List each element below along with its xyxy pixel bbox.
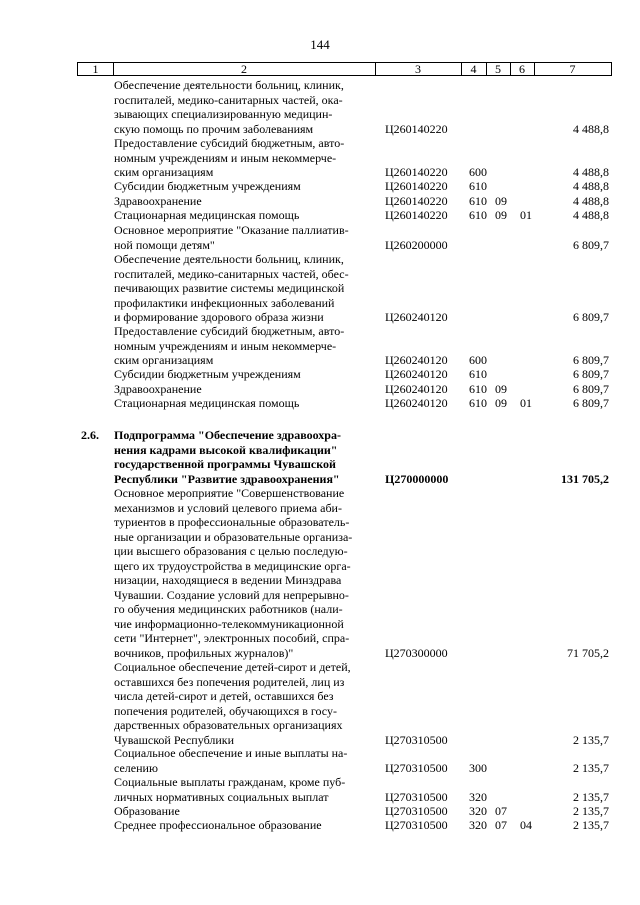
- description-line: оставшихся без попечения родителей, лиц из: [114, 674, 345, 689]
- expense-type: 610: [469, 194, 487, 208]
- section-code: 07: [495, 818, 507, 832]
- expense-type: 610: [469, 396, 487, 410]
- subsection-code: 01: [520, 396, 532, 410]
- target-code: Ц270000000: [385, 471, 449, 486]
- description-line: госпиталей, медико-санитарных частей, ока-: [114, 92, 343, 107]
- row-description: [114, 194, 366, 209]
- description-line: госпиталей, медико-санитарных частей, обес-: [114, 266, 349, 281]
- description-line: Предоставление субсидий бюджетным, авто-: [114, 136, 345, 150]
- page-number: 144: [310, 37, 330, 52]
- amount: 2 135,7: [573, 818, 609, 832]
- subsection-code: 01: [520, 208, 532, 222]
- description-line: ским организациям: [114, 353, 214, 367]
- description-line: го обучения медицинских работников (нали-: [114, 602, 343, 616]
- row-description: [114, 252, 366, 325]
- row-number: 2.6.: [81, 428, 99, 442]
- expense-type: 320: [469, 818, 487, 832]
- description-line: Стационарная медицинская помощь: [114, 396, 300, 410]
- section-code: 09: [495, 194, 507, 208]
- description-line: Здравоохранение: [114, 194, 202, 208]
- amount: 6 809,7: [573, 367, 609, 381]
- description-line: скую помощь по прочим заболеваниям: [114, 121, 314, 136]
- description-line: Здравоохранение: [114, 382, 202, 396]
- row-description: [114, 179, 366, 194]
- header-col-2: 2: [241, 62, 247, 76]
- description-line: ные организации и образовательные организа-: [114, 529, 353, 544]
- description-line: Стационарная медицинская помощь: [114, 208, 300, 222]
- description-line: туриентов в профессиональные образователь-: [114, 515, 350, 529]
- description-line: государственной программы Чувашской: [114, 457, 336, 471]
- amount: 4 488,8: [573, 121, 609, 136]
- target-code: Ц260240120: [385, 367, 448, 381]
- header-col-4: 4: [470, 62, 477, 76]
- description-line: зывающих специализированную медицин-: [114, 107, 333, 121]
- target-code: Ц270300000: [385, 645, 448, 660]
- row-description: [114, 208, 366, 223]
- row-description: [114, 223, 366, 252]
- expense-type: 300: [469, 760, 487, 775]
- row-description: [114, 775, 366, 804]
- description-line: ной помощи детям": [114, 237, 215, 252]
- row-description: [114, 486, 366, 660]
- target-code: Ц260140220: [385, 121, 448, 136]
- description-line: дарственных образовательных организациях: [114, 718, 343, 732]
- description-line: Обеспечение деятельности больниц, клиник,: [114, 252, 344, 266]
- description-line: Основное мероприятие "Совершенствование: [114, 486, 345, 500]
- description-line: личных нормативных социальных выплат: [114, 789, 329, 804]
- row-description: [114, 818, 366, 833]
- target-code: Ц260240120: [385, 353, 448, 367]
- subsection-code: 04: [520, 818, 532, 832]
- description-line: вочников, профильных журналов)": [114, 645, 294, 660]
- target-code: Ц260140220: [385, 179, 448, 193]
- amount: 6 809,7: [573, 382, 609, 396]
- amount: 71 705,2: [567, 645, 609, 660]
- description-line: Социальные выплаты гражданам, кроме пуб-: [114, 775, 346, 789]
- description-line: и формирование здорового образа жизни: [114, 310, 324, 324]
- expense-type: 610: [469, 208, 487, 222]
- row-description: [114, 367, 366, 382]
- target-code: Ц260140220: [385, 194, 448, 208]
- description-line: Социальное обеспечение детей-сирот и детей,: [114, 660, 351, 674]
- amount: 4 488,8: [573, 208, 609, 222]
- description-line: Подпрограмма "Обеспечение здравоохра-: [114, 428, 341, 442]
- target-code: Ц260240120: [385, 310, 448, 324]
- description-line: Чувашской Республики: [114, 732, 235, 747]
- row-description: [114, 428, 366, 486]
- expense-type: 610: [469, 382, 487, 396]
- description-line: номным учреждениям и иным некоммерче-: [114, 150, 337, 165]
- amount: 2 135,7: [573, 804, 609, 818]
- expense-type: 320: [469, 804, 487, 818]
- description-line: Субсидии бюджетным учреждениям: [114, 367, 301, 381]
- amount: 4 488,8: [573, 165, 609, 179]
- section-code: 09: [495, 382, 507, 396]
- description-line: Среднее профессиональное образование: [114, 818, 322, 832]
- row-description: [114, 396, 366, 411]
- row-description: [114, 382, 366, 397]
- expense-type: 600: [469, 165, 487, 179]
- description-line: щего их трудоустройства в медицинские орга-: [114, 558, 351, 573]
- amount: 2 135,7: [573, 789, 609, 804]
- target-code: Ц270310500: [385, 818, 448, 832]
- section-code: 07: [495, 804, 507, 818]
- amount: 6 809,7: [573, 310, 609, 324]
- header-col-1: 1: [92, 62, 99, 76]
- description-line: механизмов и условий целевого приема аби-: [114, 500, 342, 515]
- row-description: [114, 78, 366, 136]
- description-line: селению: [114, 760, 158, 775]
- expense-type: 610: [469, 179, 487, 193]
- description-line: попечения родителей, обучающихся в госу-: [114, 703, 337, 718]
- target-code: Ц260140220: [385, 165, 448, 179]
- header-col-5: 5: [495, 62, 501, 76]
- row-description: [114, 746, 366, 775]
- row-description: [114, 804, 366, 819]
- table-header: [77, 62, 612, 76]
- description-line: ции высшего образования с целью последую-: [114, 544, 348, 558]
- description-line: низации, находящиеся в ведении Минздрава: [114, 573, 342, 587]
- description-line: сети "Интернет", электронных пособий, спра-: [114, 631, 350, 645]
- description-line: Чувашии. Создание условий для непрерывно-: [114, 587, 349, 602]
- description-line: Образование: [114, 804, 180, 818]
- description-line: Предоставление субсидий бюджетным, авто-: [114, 324, 345, 338]
- description-line: числа детей-сирот и детей, оставшихся без: [114, 689, 334, 703]
- description-line: нения кадрами высокой квалификации": [114, 442, 338, 457]
- target-code: Ц260240120: [385, 382, 448, 396]
- description-line: Основное мероприятие "Оказание паллиатив-: [114, 223, 349, 237]
- header-col-6: 6: [519, 62, 525, 76]
- description-line: номным учреждениям и иным некоммерче-: [114, 338, 337, 353]
- header-col-7: 7: [569, 62, 576, 76]
- target-code: Ц270310500: [385, 789, 448, 804]
- amount: 4 488,8: [573, 179, 609, 193]
- description-line: профилактики инфекционных заболеваний: [114, 295, 335, 310]
- target-code: Ц270310500: [385, 732, 448, 747]
- section-code: 09: [495, 396, 507, 410]
- amount: 131 705,2: [561, 471, 609, 486]
- amount: 2 135,7: [573, 760, 609, 775]
- description-line: Обеспечение деятельности больниц, клиник,: [114, 78, 344, 92]
- row-description: [114, 136, 366, 180]
- target-code: Ц260200000: [385, 237, 448, 252]
- expense-type: 320: [469, 789, 487, 804]
- target-code: Ц260240120: [385, 396, 448, 410]
- description-line: Социальное обеспечение и иные выплаты на-: [114, 746, 348, 760]
- description-line: Республики "Развитие здравоохранения": [114, 471, 340, 486]
- target-code: Ц270310500: [385, 804, 448, 818]
- amount: 6 809,7: [573, 353, 609, 367]
- amount: 6 809,7: [573, 396, 609, 410]
- header-col-3: 3: [415, 62, 421, 76]
- section-code: 09: [495, 208, 507, 222]
- description-line: Субсидии бюджетным учреждениям: [114, 179, 301, 193]
- amount: 6 809,7: [573, 237, 609, 252]
- expense-type: 610: [469, 367, 487, 381]
- description-line: чие информационно-телекоммуникационной: [114, 616, 344, 631]
- amount: 4 488,8: [573, 194, 609, 208]
- description-line: печивающих развитие системы медицинской: [114, 281, 345, 295]
- row-description: [114, 324, 366, 368]
- expense-type: 600: [469, 353, 487, 367]
- row-description: [114, 660, 366, 747]
- amount: 2 135,7: [573, 732, 609, 747]
- description-line: ским организациям: [114, 165, 214, 179]
- target-code: Ц260140220: [385, 208, 448, 222]
- target-code: Ц270310500: [385, 760, 448, 775]
